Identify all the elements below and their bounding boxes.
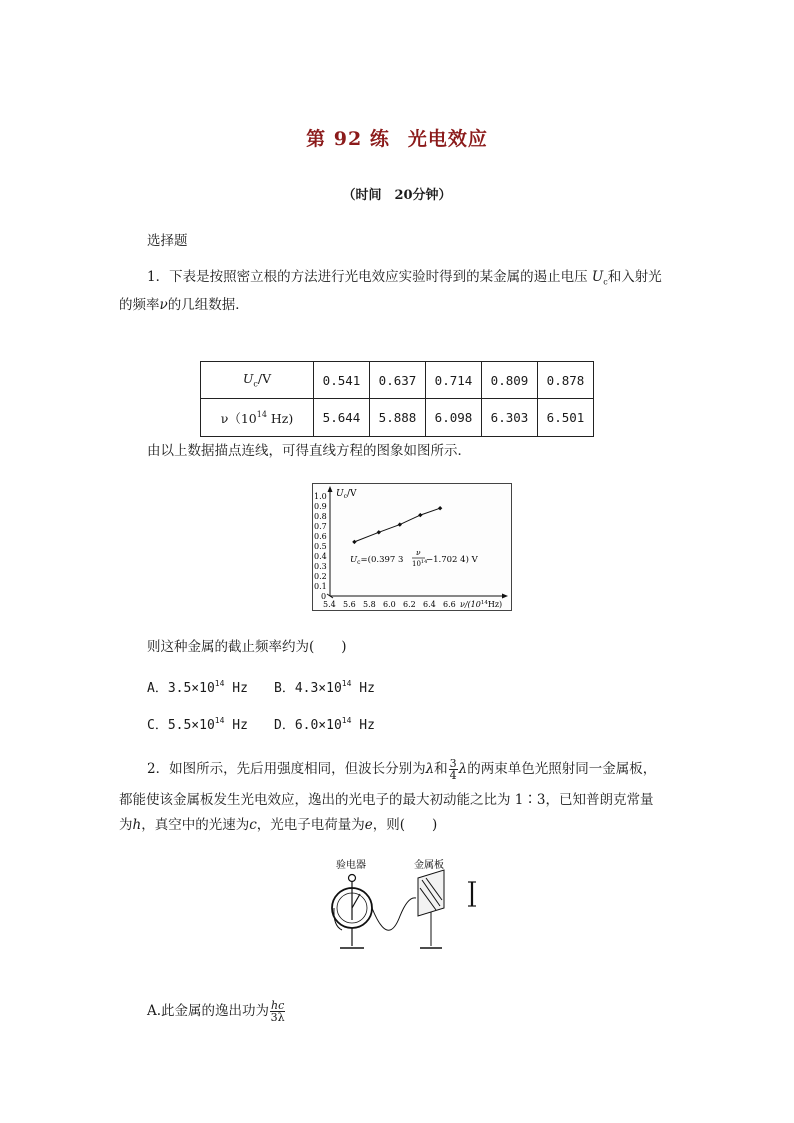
page-title (0, 124, 794, 151)
apparatus-svg (330, 856, 490, 956)
electroscope-label: 验电器 (336, 860, 366, 871)
y-tick-label: 0.5 (314, 542, 327, 551)
uc-vs-frequency-chart (312, 483, 512, 615)
table-row (201, 399, 594, 437)
x-tick-label: 5.6 (343, 600, 356, 609)
y-axis-label: $U_c/V$ (336, 489, 357, 500)
q1-question: 则这种金属的截止频率约为( ) (147, 639, 347, 655)
q1-option-b[interactable]: B．$4.3\times 10^{14}$ Hz (274, 679, 375, 696)
q2-option-a[interactable]: A.此金属的逸出功为 $\frac{hc}{3\lambda}$ (147, 999, 285, 1024)
table-cell: 5.644 (314, 399, 370, 437)
svg-text:ν: ν (416, 548, 421, 557)
svg-text:1014: $10^{14}$ (412, 559, 428, 568)
q1-option-a[interactable]: A．$3.5\times 10^{14}$ Hz (147, 679, 248, 696)
x-tick-label: 6.2 (403, 600, 416, 609)
q2-line-2: 都能使该金属板发生光电效应，逸出的光电子的最大初动能之比为 1∶3，已知普朗克常量 (119, 792, 654, 808)
title-number: 第 92 练 (306, 128, 390, 150)
y-tick-group (314, 492, 327, 591)
hc-over-3lambda-fraction: $\frac{hc}{3\lambda}$ (270, 999, 285, 1024)
x-tick-label: 6.0 (383, 600, 396, 609)
y-tick-label: 0.1 (314, 582, 327, 591)
q1-line-1: 1．下表是按照密立根的方法进行光电效应实验时得到的某金属的遏止电压 $U_c$和入射光 (147, 269, 662, 287)
q2-line-1: 2．如图所示，先后用强度相同，但波长分别为λ和 $\frac{3}{4}$ λ的两束单色光照射同一金属板， (147, 757, 657, 782)
y-tick-label: 0.2 (314, 572, 327, 581)
q1-option-d[interactable]: D．$6.0\times 10^{14}$ Hz (274, 716, 375, 733)
q1-after-table: 由以上数据描点连线，可得直线方程的图象如图所示． (147, 443, 471, 459)
table-row-header: $\nu(10^{14}$ Hz) (201, 399, 314, 437)
y-tick-label: 0.8 (314, 512, 327, 521)
table-cell: 0.809 (482, 362, 538, 399)
svg-text:Uc=(0.397 3: $U_c=(0.397$ 3 (350, 555, 404, 566)
table-cell: 0.637 (370, 362, 426, 399)
metal-plate-icon (418, 870, 444, 948)
origin-label: 0 (321, 592, 327, 601)
table-cell: 6.098 (426, 399, 482, 437)
y-tick-label: 0.9 (314, 502, 327, 511)
x-tick-label: 5.4 (323, 600, 336, 609)
chart-frame (313, 484, 512, 611)
y-tick-label: 0.7 (314, 522, 327, 531)
y-tick-label: 0.4 (314, 552, 327, 561)
table-cell: 6.303 (482, 399, 538, 437)
table-cell: 6.501 (538, 399, 594, 437)
connecting-wire (372, 898, 416, 930)
light-source-icon (468, 882, 476, 906)
q2-line-3: 为h，真空中的光速为c，光电子电荷量为e，则( ) (119, 817, 438, 833)
table-cell: 0.541 (314, 362, 370, 399)
table-cell: 0.878 (538, 362, 594, 399)
apparatus-figure (330, 856, 490, 960)
x-axis-label: $\nu/(10^{14}Hz)$ (460, 600, 503, 609)
y-tick-label: 0.3 (314, 562, 327, 571)
data-table (200, 361, 594, 437)
y-tick-label: 0.6 (314, 532, 327, 541)
chart-svg (312, 483, 512, 611)
metal-plate-label: 金属板 (414, 860, 444, 871)
time-limit: （时间 20分钟） (342, 188, 452, 203)
table-row (201, 362, 594, 399)
section-heading: 选择题 (147, 233, 188, 249)
svg-text:−1.702 4) V: −1.702 4) V (426, 555, 478, 565)
title-topic: 光电效应 (407, 128, 488, 150)
x-tick-label: 6.6 (443, 600, 456, 609)
q1-option-c[interactable]: C．$5.5\times 10^{14}$ Hz (147, 716, 248, 733)
table-cell: 0.714 (426, 362, 482, 399)
x-tick-label: 5.8 (363, 600, 376, 609)
table-cell: 5.888 (370, 399, 426, 437)
three-quarters-fraction: $\frac{3}{4}$ (449, 757, 457, 782)
x-tick-label: 6.4 (423, 600, 436, 609)
q1-line-2: 的频率ν的几组数据． (119, 297, 249, 313)
table-row-header: $U_c/V$ (201, 362, 314, 399)
electroscope-icon (332, 875, 372, 949)
y-tick-label: 1.0 (314, 492, 327, 501)
